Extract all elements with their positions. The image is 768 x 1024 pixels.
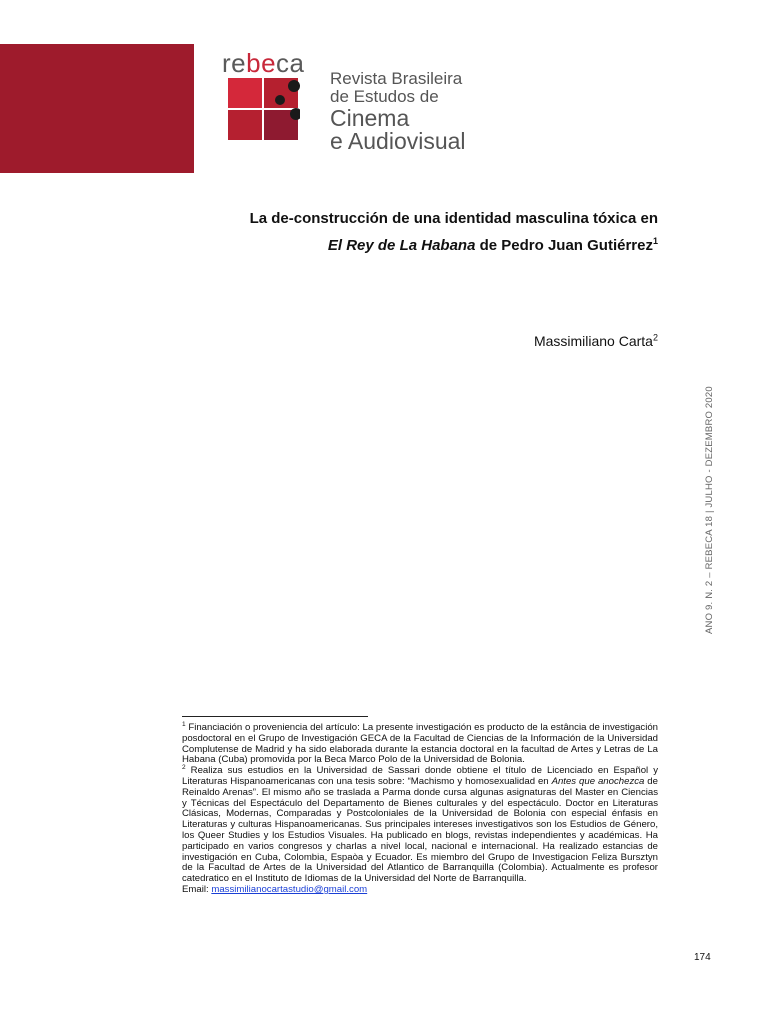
author-footnote-ref[interactable]: 2: [652, 332, 658, 343]
email-link[interactable]: massimilianocartastudio@gmail.com: [211, 883, 368, 895]
title-footnote-ref[interactable]: 1: [652, 236, 658, 246]
footnote-2: $^2$ Realiza sus estudios en la Universidad de Sassari donde obtiene el título de Licenciado en Español y Literaturas Hispanoamericanas con una tesis sobre: “Machismo y homosexualidad en Antes que anochezca de Reinaldo Arenas”. El mismo año se traslada a Parma donde cursa algunas asignaturas del Master en Ciencias y Técnicas del Espectáculo del Departamento de Bienes culturales y del espectáculo. Doctor en Literaturas Clásicas, Modernas, Comparadas y Postcoloniales de la Universidad de Bolonia con especial énfasis en Literaturas y culturas Hispanoamericanas. Sus principales intereses investigativos son los Estudios de Género, los Queer Studies y los Estudios Visuales. Ha publicado en blogs, revistas independientes y académicas. Ha participado en varios congresos y charlas a nivel local, nacional e internacional. Ha realizado estancias de investigación en Cuba, Colombia, Espaòa y Ecuador. Es miembro del Grupo de Investigacion Feliza Bursztyn de la Facultad de Artes de la Universidad del Atlantico de Barranquilla (Colombia). Actualmente es profesor catedratico en el Instituto de Idiomas de la Universidad del Norte de Barranquilla.: [182, 764, 658, 885]
article-title: [250, 205, 658, 259]
footnote-1: $^1$ Financiación o proveniencia del artículo: La presente investigación es producto de la estância de investigación posdoctoral en el Grupo de Investigación GECA de la Facultad de Ciencias de la Información de la Universidad Complutense de Madrid y ha sido elaborada durante la estancia doctoral en la facultad de Artes y Letras de La Habana (Cuba) promovida por la Beca Marco Polo de la Universidad de Bolonia.: [182, 720, 658, 766]
footnotes: [182, 720, 658, 896]
logo-journal-name: Revista Brasileira de Estudos de Cinema e Audiovisual: [330, 69, 466, 154]
footnote-email: Email: massimilianocartastudio@gmail.com: [182, 883, 368, 895]
page-number: 174: [694, 952, 711, 963]
brand-color-band: [0, 44, 194, 173]
journal-issue-sidebar: ANO 9. N. 2 – REBECA 18 | JULHO - DEZEMBRO 2020: [704, 386, 715, 634]
title-line-2: El Rey de La Habana de Pedro Juan Gutiérrez$^1$: [327, 236, 658, 254]
author-name: Massimiliano Carta$^2$: [533, 332, 658, 349]
title-line-1: La de-construcción de una identidad masculina tóxica en: [249, 210, 658, 227]
footnote-divider: [182, 716, 368, 717]
logo-wordmark: rebeca: [222, 48, 305, 78]
journal-logo: [222, 48, 482, 154]
logo-mark-icon: [228, 78, 300, 140]
